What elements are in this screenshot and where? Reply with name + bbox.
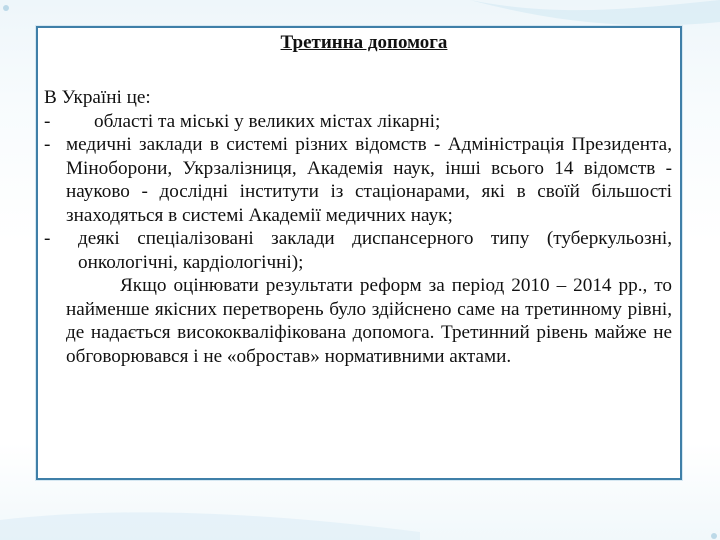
intro-line: В Україні це: — [44, 87, 151, 108]
list-item-text: медичні заклади в системі різних відомств - Адміністрація Президента, Міноборони, Укрзалізниця, Академія наук, інші всього 14 відомств - науково - дослідні інститути із стаціонарами, які в своїй більшості знаходяться в системі Академії медичних наук; — [66, 134, 672, 226]
slide-title — [38, 32, 680, 54]
list-item — [44, 110, 672, 134]
content-box — [36, 26, 682, 480]
conclusion-paragraph: Якщо оцінювати результати реформ за період 2010 – 2014 рр., то найменше якісних перетворень було здійснено саме на третинному рівні, де надається висококваліфікована допомога. Третинний рівень майже не обговорювався і не «обростав» нормативними актами. — [66, 275, 672, 367]
list-dash: - — [44, 134, 51, 155]
list-dash: - — [44, 110, 51, 132]
list-item-text: деякі спеціалізовані заклади диспансерного типу (туберкульозні, онкологічні, кардіологічні); — [78, 228, 672, 273]
list-dash: - — [44, 228, 51, 249]
list-item — [44, 227, 672, 274]
slide-body — [44, 86, 672, 368]
slide-title-text: Третинна допомога — [280, 32, 448, 53]
list-item — [44, 133, 672, 227]
list-item-text: області та міські у великих містах лікарні; — [94, 110, 441, 132]
